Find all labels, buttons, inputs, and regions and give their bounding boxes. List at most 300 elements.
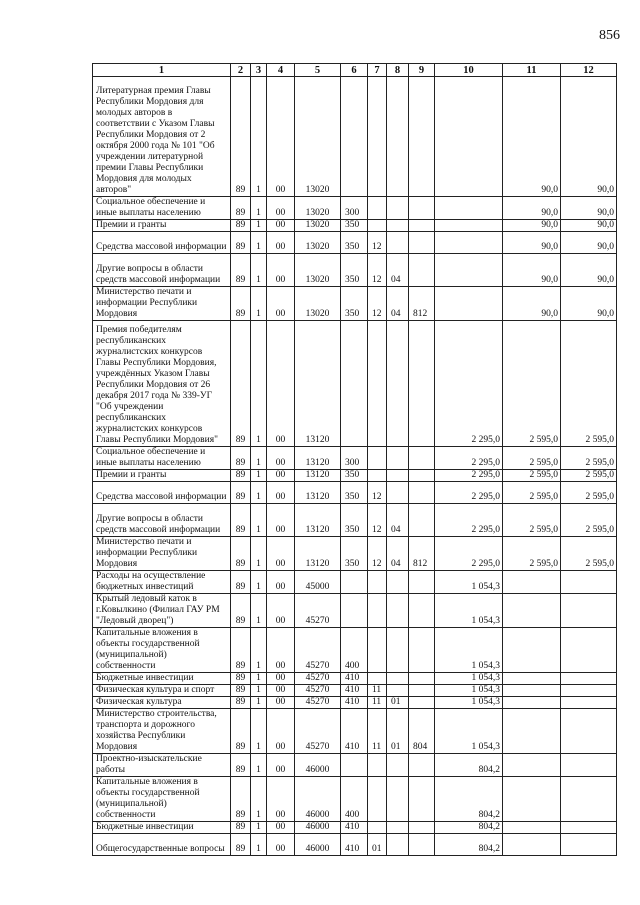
budget-table (92, 63, 617, 856)
cell-col-2: 89 (231, 470, 251, 482)
row-name-cell: Литературная премия Главы Республики Мордовия для молодых авторов в соответствии с Указом Главы Республики Мордовия от 2 октября 2000 года № 101 "Об учреждении литературной премии Главы Республики Мордовия для молодых авторов" (93, 77, 231, 197)
cell-col-4: 00 (267, 197, 295, 220)
cell-col-5: 13020 (295, 232, 341, 254)
cell-col-6: 410 (341, 673, 368, 685)
cell-col-4: 00 (267, 482, 295, 504)
cell-col-11: 2 595,0 (503, 504, 561, 537)
table-row (93, 197, 617, 220)
cell-col-7 (368, 673, 387, 685)
cell-col-8: 01 (387, 697, 409, 709)
page-number: 856 (599, 28, 620, 43)
table-row (93, 470, 617, 482)
column-header: 10 (435, 64, 503, 77)
cell-col-7 (368, 822, 387, 834)
row-name-cell: Проектно-изыскательские работы (93, 754, 231, 777)
table-row (93, 709, 617, 754)
table-row (93, 254, 617, 287)
cell-col-8 (387, 232, 409, 254)
cell-col-4: 00 (267, 777, 295, 822)
cell-col-10: 1 054,3 (435, 697, 503, 709)
table-row (93, 822, 617, 834)
cell-col-5: 45270 (295, 673, 341, 685)
cell-col-10: 1 054,3 (435, 673, 503, 685)
column-header: 11 (503, 64, 561, 77)
cell-col-5: 13120 (295, 470, 341, 482)
cell-col-10 (435, 220, 503, 232)
cell-col-7: 12 (368, 482, 387, 504)
cell-col-2: 89 (231, 822, 251, 834)
cell-col-9 (409, 232, 435, 254)
cell-col-7 (368, 754, 387, 777)
cell-col-12 (561, 754, 617, 777)
cell-col-12 (561, 697, 617, 709)
cell-col-4: 00 (267, 537, 295, 571)
cell-col-5: 46000 (295, 834, 341, 856)
cell-col-9 (409, 754, 435, 777)
cell-col-5: 46000 (295, 822, 341, 834)
cell-col-8 (387, 673, 409, 685)
cell-col-3: 1 (251, 537, 267, 571)
cell-col-5: 13120 (295, 321, 341, 447)
table-header-row (93, 64, 617, 77)
cell-col-2: 89 (231, 594, 251, 628)
cell-col-12: 90,0 (561, 254, 617, 287)
column-header: 6 (341, 64, 368, 77)
cell-col-10: 2 295,0 (435, 321, 503, 447)
cell-col-8 (387, 447, 409, 470)
cell-col-2: 89 (231, 504, 251, 537)
table-row (93, 482, 617, 504)
cell-col-3: 1 (251, 709, 267, 754)
cell-col-8 (387, 777, 409, 822)
cell-col-10: 804,2 (435, 754, 503, 777)
cell-col-9 (409, 220, 435, 232)
cell-col-2: 89 (231, 287, 251, 321)
row-name-cell: Средства массовой информации (93, 482, 231, 504)
table-body (93, 77, 617, 856)
cell-col-9 (409, 777, 435, 822)
cell-col-4: 00 (267, 287, 295, 321)
cell-col-8 (387, 594, 409, 628)
cell-col-2: 89 (231, 709, 251, 754)
cell-col-5: 13020 (295, 287, 341, 321)
cell-col-2: 89 (231, 77, 251, 197)
row-name-cell: Другие вопросы в области средств массовой информации (93, 504, 231, 537)
cell-col-6: 410 (341, 685, 368, 697)
cell-col-12: 90,0 (561, 77, 617, 197)
table-row (93, 537, 617, 571)
table-row (93, 697, 617, 709)
cell-col-5: 13020 (295, 197, 341, 220)
cell-col-5: 13020 (295, 77, 341, 197)
cell-col-10 (435, 232, 503, 254)
cell-col-6: 350 (341, 537, 368, 571)
cell-col-11 (503, 571, 561, 594)
row-name-cell: Расходы на осуществление бюджетных инвестиций (93, 571, 231, 594)
cell-col-7: 12 (368, 537, 387, 571)
cell-col-4: 00 (267, 321, 295, 447)
row-name-cell: Социальное обеспечение и иные выплаты населению (93, 197, 231, 220)
cell-col-11: 2 595,0 (503, 321, 561, 447)
cell-col-5: 13020 (295, 254, 341, 287)
cell-col-5: 46000 (295, 754, 341, 777)
row-name-cell: Премия победителям республиканских журналистских конкурсов Главы Республики Мордовия, учреждённых Указом Главы Республики Мордовия от 26 декабря 2017 года № 339-УГ "Об учреждении республиканских журналистских конкурсов Главы Республики Мордовия" (93, 321, 231, 447)
table-row (93, 685, 617, 697)
cell-col-5: 46000 (295, 777, 341, 822)
cell-col-7: 12 (368, 504, 387, 537)
table-row (93, 628, 617, 673)
cell-col-6: 400 (341, 628, 368, 673)
cell-col-3: 1 (251, 697, 267, 709)
row-name-cell: Капитальные вложения в объекты государственной (муниципальной) собственности (93, 777, 231, 822)
cell-col-11: 90,0 (503, 220, 561, 232)
cell-col-6: 410 (341, 822, 368, 834)
cell-col-7 (368, 571, 387, 594)
cell-col-3: 1 (251, 673, 267, 685)
cell-col-7: 11 (368, 697, 387, 709)
cell-col-12 (561, 777, 617, 822)
cell-col-11: 90,0 (503, 232, 561, 254)
cell-col-9: 812 (409, 537, 435, 571)
cell-col-12 (561, 571, 617, 594)
cell-col-2: 89 (231, 571, 251, 594)
row-name-cell: Физическая культура и спорт (93, 685, 231, 697)
cell-col-10: 804,2 (435, 777, 503, 822)
cell-col-12 (561, 628, 617, 673)
cell-col-4: 00 (267, 822, 295, 834)
column-header: 9 (409, 64, 435, 77)
cell-col-4: 00 (267, 594, 295, 628)
table-row (93, 504, 617, 537)
cell-col-9 (409, 594, 435, 628)
cell-col-10: 2 295,0 (435, 470, 503, 482)
cell-col-3: 1 (251, 754, 267, 777)
cell-col-7: 12 (368, 254, 387, 287)
row-name-cell: Министерство печати и информации Республики Мордовия (93, 537, 231, 571)
cell-col-2: 89 (231, 537, 251, 571)
cell-col-5: 45270 (295, 594, 341, 628)
cell-col-3: 1 (251, 822, 267, 834)
cell-col-7: 01 (368, 834, 387, 856)
cell-col-8 (387, 77, 409, 197)
cell-col-12: 2 595,0 (561, 504, 617, 537)
cell-col-10: 2 295,0 (435, 504, 503, 537)
cell-col-2: 89 (231, 628, 251, 673)
cell-col-4: 00 (267, 447, 295, 470)
cell-col-8 (387, 754, 409, 777)
cell-col-3: 1 (251, 447, 267, 470)
cell-col-7 (368, 594, 387, 628)
cell-col-8 (387, 470, 409, 482)
cell-col-9 (409, 77, 435, 197)
cell-col-4: 00 (267, 220, 295, 232)
cell-col-10 (435, 197, 503, 220)
cell-col-6: 350 (341, 220, 368, 232)
row-name-cell: Министерство строительства, транспорта и дорожного хозяйства Республики Мордовия (93, 709, 231, 754)
cell-col-11: 90,0 (503, 287, 561, 321)
cell-col-9 (409, 697, 435, 709)
row-name-cell: Физическая культура (93, 697, 231, 709)
cell-col-6 (341, 571, 368, 594)
cell-col-9 (409, 197, 435, 220)
cell-col-10: 1 054,3 (435, 685, 503, 697)
cell-col-2: 89 (231, 754, 251, 777)
cell-col-2: 89 (231, 321, 251, 447)
table-row (93, 287, 617, 321)
cell-col-9 (409, 571, 435, 594)
cell-col-2: 89 (231, 834, 251, 856)
cell-col-7 (368, 447, 387, 470)
table-row (93, 673, 617, 685)
cell-col-4: 00 (267, 254, 295, 287)
cell-col-7: 11 (368, 709, 387, 754)
table-row (93, 447, 617, 470)
cell-col-6: 350 (341, 482, 368, 504)
cell-col-2: 89 (231, 673, 251, 685)
cell-col-9 (409, 254, 435, 287)
table-row (93, 777, 617, 822)
cell-col-5: 13020 (295, 220, 341, 232)
cell-col-7: 11 (368, 685, 387, 697)
row-name-cell: Социальное обеспечение и иные выплаты населению (93, 447, 231, 470)
cell-col-6: 350 (341, 232, 368, 254)
column-header: 2 (231, 64, 251, 77)
table-row (93, 594, 617, 628)
cell-col-3: 1 (251, 482, 267, 504)
cell-col-4: 00 (267, 697, 295, 709)
cell-col-9 (409, 822, 435, 834)
cell-col-12: 90,0 (561, 197, 617, 220)
cell-col-3: 1 (251, 254, 267, 287)
cell-col-9: 812 (409, 287, 435, 321)
cell-col-4: 00 (267, 709, 295, 754)
row-name-cell: Министерство печати и информации Республики Мордовия (93, 287, 231, 321)
cell-col-6: 350 (341, 470, 368, 482)
cell-col-12 (561, 709, 617, 754)
cell-col-9 (409, 628, 435, 673)
cell-col-12: 2 595,0 (561, 470, 617, 482)
cell-col-10: 1 054,3 (435, 709, 503, 754)
cell-col-4: 00 (267, 673, 295, 685)
row-name-cell: Общегосударственные вопросы (93, 834, 231, 856)
cell-col-9 (409, 834, 435, 856)
cell-col-3: 1 (251, 685, 267, 697)
cell-col-4: 00 (267, 470, 295, 482)
cell-col-11: 90,0 (503, 77, 561, 197)
cell-col-3: 1 (251, 594, 267, 628)
cell-col-5: 45270 (295, 628, 341, 673)
cell-col-4: 00 (267, 232, 295, 254)
cell-col-11 (503, 777, 561, 822)
cell-col-5: 45270 (295, 685, 341, 697)
cell-col-10 (435, 77, 503, 197)
cell-col-11: 90,0 (503, 197, 561, 220)
cell-col-11 (503, 628, 561, 673)
cell-col-8: 04 (387, 254, 409, 287)
cell-col-12: 2 595,0 (561, 482, 617, 504)
table-row (93, 754, 617, 777)
cell-col-9 (409, 470, 435, 482)
cell-col-7 (368, 628, 387, 673)
cell-col-2: 89 (231, 777, 251, 822)
cell-col-10: 804,2 (435, 834, 503, 856)
cell-col-4: 00 (267, 571, 295, 594)
cell-col-6: 350 (341, 254, 368, 287)
cell-col-3: 1 (251, 777, 267, 822)
row-name-cell: Премии и гранты (93, 220, 231, 232)
table-row (93, 232, 617, 254)
cell-col-3: 1 (251, 220, 267, 232)
cell-col-8: 04 (387, 537, 409, 571)
column-header: 7 (368, 64, 387, 77)
row-name-cell: Премии и гранты (93, 470, 231, 482)
cell-col-6: 410 (341, 834, 368, 856)
cell-col-12: 2 595,0 (561, 537, 617, 571)
cell-col-5: 45270 (295, 697, 341, 709)
cell-col-3: 1 (251, 321, 267, 447)
cell-col-10: 1 054,3 (435, 571, 503, 594)
cell-col-12: 90,0 (561, 232, 617, 254)
cell-col-10: 1 054,3 (435, 594, 503, 628)
cell-col-7 (368, 77, 387, 197)
cell-col-12: 90,0 (561, 220, 617, 232)
cell-col-11: 2 595,0 (503, 482, 561, 504)
cell-col-7 (368, 777, 387, 822)
cell-col-8 (387, 822, 409, 834)
cell-col-2: 89 (231, 685, 251, 697)
cell-col-10: 2 295,0 (435, 447, 503, 470)
cell-col-11 (503, 834, 561, 856)
cell-col-10: 2 295,0 (435, 537, 503, 571)
cell-col-6 (341, 594, 368, 628)
cell-col-8 (387, 628, 409, 673)
cell-col-12 (561, 822, 617, 834)
column-header: 5 (295, 64, 341, 77)
cell-col-6: 300 (341, 447, 368, 470)
cell-col-12 (561, 673, 617, 685)
cell-col-9 (409, 685, 435, 697)
cell-col-10: 2 295,0 (435, 482, 503, 504)
row-name-cell: Капитальные вложения в объекты государственной (муниципальной) собственности (93, 628, 231, 673)
table-row (93, 77, 617, 197)
cell-col-3: 1 (251, 197, 267, 220)
cell-col-3: 1 (251, 628, 267, 673)
cell-col-11 (503, 594, 561, 628)
cell-col-7 (368, 470, 387, 482)
cell-col-9 (409, 447, 435, 470)
cell-col-8: 04 (387, 287, 409, 321)
row-name-cell: Другие вопросы в области средств массовой информации (93, 254, 231, 287)
cell-col-5: 45270 (295, 709, 341, 754)
table-row (93, 321, 617, 447)
cell-col-10 (435, 254, 503, 287)
cell-col-8: 04 (387, 504, 409, 537)
cell-col-6: 410 (341, 709, 368, 754)
cell-col-3: 1 (251, 504, 267, 537)
cell-col-6: 350 (341, 504, 368, 537)
cell-col-8 (387, 834, 409, 856)
cell-col-5: 13120 (295, 504, 341, 537)
cell-col-6: 350 (341, 287, 368, 321)
cell-col-11 (503, 754, 561, 777)
cell-col-2: 89 (231, 697, 251, 709)
column-header: 4 (267, 64, 295, 77)
cell-col-3: 1 (251, 571, 267, 594)
cell-col-2: 89 (231, 254, 251, 287)
row-name-cell: Бюджетные инвестиции (93, 673, 231, 685)
cell-col-9 (409, 504, 435, 537)
cell-col-4: 00 (267, 685, 295, 697)
cell-col-6 (341, 754, 368, 777)
cell-col-4: 00 (267, 754, 295, 777)
cell-col-12: 2 595,0 (561, 447, 617, 470)
cell-col-7 (368, 220, 387, 232)
cell-col-12 (561, 685, 617, 697)
cell-col-2: 89 (231, 482, 251, 504)
cell-col-11: 2 595,0 (503, 537, 561, 571)
cell-col-9 (409, 482, 435, 504)
cell-col-6 (341, 321, 368, 447)
cell-col-8 (387, 321, 409, 447)
cell-col-5: 13120 (295, 447, 341, 470)
cell-col-11 (503, 822, 561, 834)
cell-col-8 (387, 220, 409, 232)
cell-col-9 (409, 673, 435, 685)
cell-col-10 (435, 287, 503, 321)
cell-col-6 (341, 77, 368, 197)
cell-col-7 (368, 197, 387, 220)
cell-col-8: 01 (387, 709, 409, 754)
cell-col-7: 12 (368, 232, 387, 254)
cell-col-5: 45000 (295, 571, 341, 594)
table-row (93, 220, 617, 232)
cell-col-12 (561, 594, 617, 628)
cell-col-2: 89 (231, 220, 251, 232)
cell-col-6: 410 (341, 697, 368, 709)
cell-col-6: 300 (341, 197, 368, 220)
cell-col-3: 1 (251, 287, 267, 321)
cell-col-4: 00 (267, 77, 295, 197)
row-name-cell: Крытый ледовый каток в г.Ковылкино (Филиал ГАУ РМ "Ледовый дворец") (93, 594, 231, 628)
row-name-cell: Средства массовой информации (93, 232, 231, 254)
cell-col-10: 1 054,3 (435, 628, 503, 673)
cell-col-8 (387, 685, 409, 697)
cell-col-8 (387, 571, 409, 594)
column-header: 12 (561, 64, 617, 77)
cell-col-11 (503, 685, 561, 697)
row-name-cell: Бюджетные инвестиции (93, 822, 231, 834)
cell-col-3: 1 (251, 834, 267, 856)
cell-col-6: 400 (341, 777, 368, 822)
cell-col-10: 804,2 (435, 822, 503, 834)
cell-col-2: 89 (231, 197, 251, 220)
cell-col-12: 90,0 (561, 287, 617, 321)
column-header: 8 (387, 64, 409, 77)
cell-col-8 (387, 197, 409, 220)
column-header: 3 (251, 64, 267, 77)
cell-col-11: 2 595,0 (503, 447, 561, 470)
cell-col-11 (503, 697, 561, 709)
column-header: 1 (93, 64, 231, 77)
cell-col-7: 12 (368, 287, 387, 321)
cell-col-5: 13120 (295, 537, 341, 571)
cell-col-4: 00 (267, 834, 295, 856)
cell-col-2: 89 (231, 232, 251, 254)
cell-col-11 (503, 673, 561, 685)
cell-col-3: 1 (251, 470, 267, 482)
cell-col-4: 00 (267, 628, 295, 673)
cell-col-5: 13120 (295, 482, 341, 504)
